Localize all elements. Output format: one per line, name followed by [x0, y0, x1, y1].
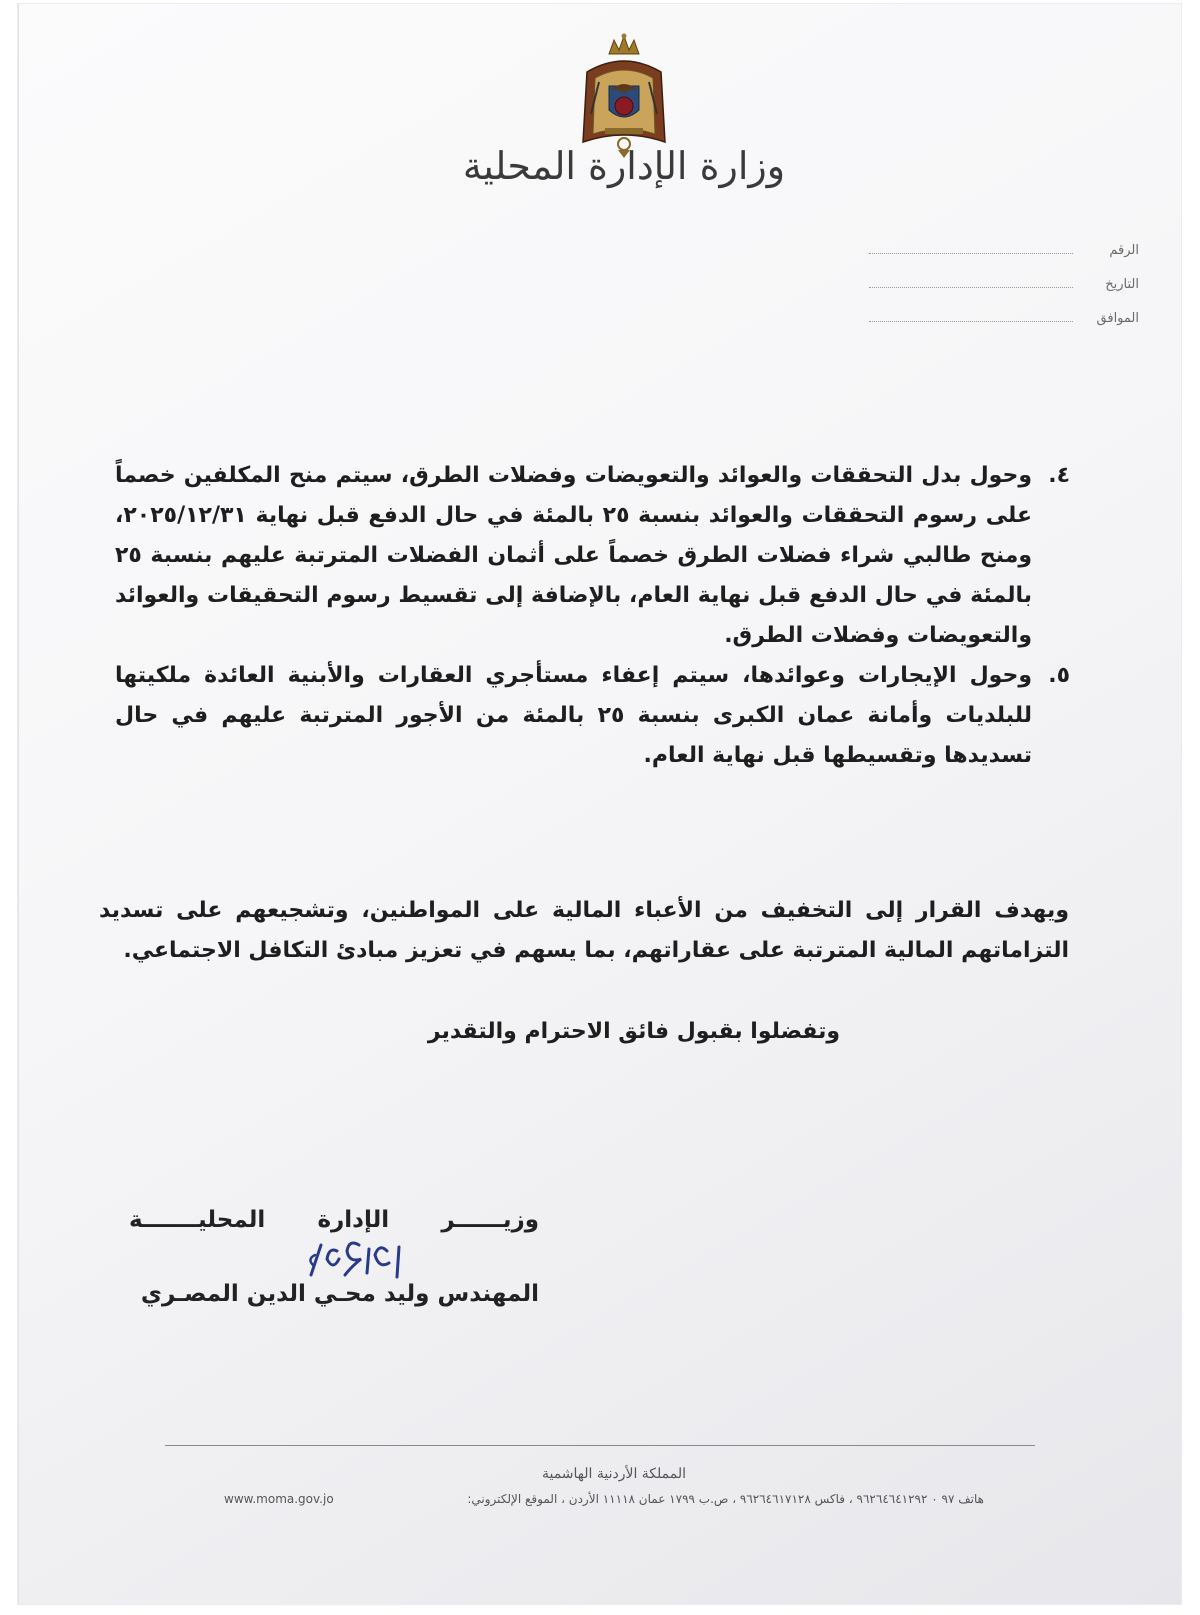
- closing-line: وتفضلوا بقبول فائق الاحترام والتقدير: [427, 1019, 841, 1044]
- item-number: ٥.: [1048, 663, 1070, 688]
- ref-dotted-line: [869, 287, 1073, 288]
- ref-dotted-line: [869, 253, 1073, 254]
- letter-page: [18, 4, 1181, 1604]
- handwritten-signature: [299, 1229, 409, 1289]
- numbered-items: [115, 456, 1070, 776]
- item-text: وحول الإيجارات وعوائدها، سيتم إعفاء مستأجري العقارات والأبنية العائدة ملكيتها للبلديات وأمانة عمان الكبرى بنسبة ٢٥ بالمئة من الأجور المترتبة عليهم في حال تسديدها وتقسيطها قبل نهاية العام.: [115, 663, 1032, 768]
- ref-label: الرقم: [1109, 243, 1139, 258]
- item-number: ٤.: [1048, 463, 1070, 488]
- ref-field-date: [869, 270, 1139, 292]
- footer-contact-details: هاتف ٩٧ ٠ ٩٦٢٦٤٦٤١٢٩٢ ، فاكس ٩٦٢٦٤٦١٧١٢٨ ، ص.ب ١٧٩٩ عمان ١١١١٨ الأردن ، الموقع الإلكتروني:: [467, 1492, 984, 1506]
- footer-contact-bar: [224, 1492, 984, 1506]
- ref-label: التاريخ: [1105, 277, 1139, 292]
- footer-divider: [165, 1445, 1035, 1446]
- signatory-name: المهندس وليد محـي الدين المصـري: [140, 1281, 539, 1307]
- summary-paragraph: ويهدف القرار إلى التخفيف من الأعباء المالية على المواطنين، وتشجيعهم على تسديد التزاماتهم المالية المترتبة على عقاراتهم، بما يسهم في تعزيز مبادئ التكافل الاجتماعي.: [99, 898, 1069, 963]
- item-text: وحول بدل التحققات والعوائد والتعويضات وفضلات الطرق، سيتم منح المكلفين خصماً على رسوم التحققات والعوائد بنسبة ٢٥ بالمئة في حال الدفع قبل نهاية ٢٠٢٥/١٢/٣١، ومنح طالبي شراء فضلات الطرق خصماً على أثمان الفضلات المترتبة عليهم بنسبة ٢٥ بالمئة في حال الدفع قبل نهاية العام، بالإضافة إلى تقسيط رسوم التحقيقات والعوائد والتعويضات وفضلات الطرق.: [115, 463, 1032, 648]
- ref-field-number: [869, 236, 1139, 258]
- footer-kingdom-name: المملكة الأردنية الهاشمية: [541, 1466, 687, 1482]
- signatory-title: وزيــــــر الإدارة المحليـــــــة: [129, 1207, 539, 1233]
- list-item: [115, 456, 1070, 656]
- ref-field-corresponding: [869, 304, 1139, 326]
- ref-label: الموافق: [1096, 311, 1139, 326]
- list-item: [115, 656, 1070, 776]
- ref-dotted-line: [869, 321, 1073, 322]
- footer-website-link[interactable]: www.moma.gov.jo: [224, 1492, 334, 1506]
- coat-of-arms-emblem: [569, 32, 679, 162]
- ministry-name-heading: وزارة الإدارة المحلية: [462, 144, 786, 188]
